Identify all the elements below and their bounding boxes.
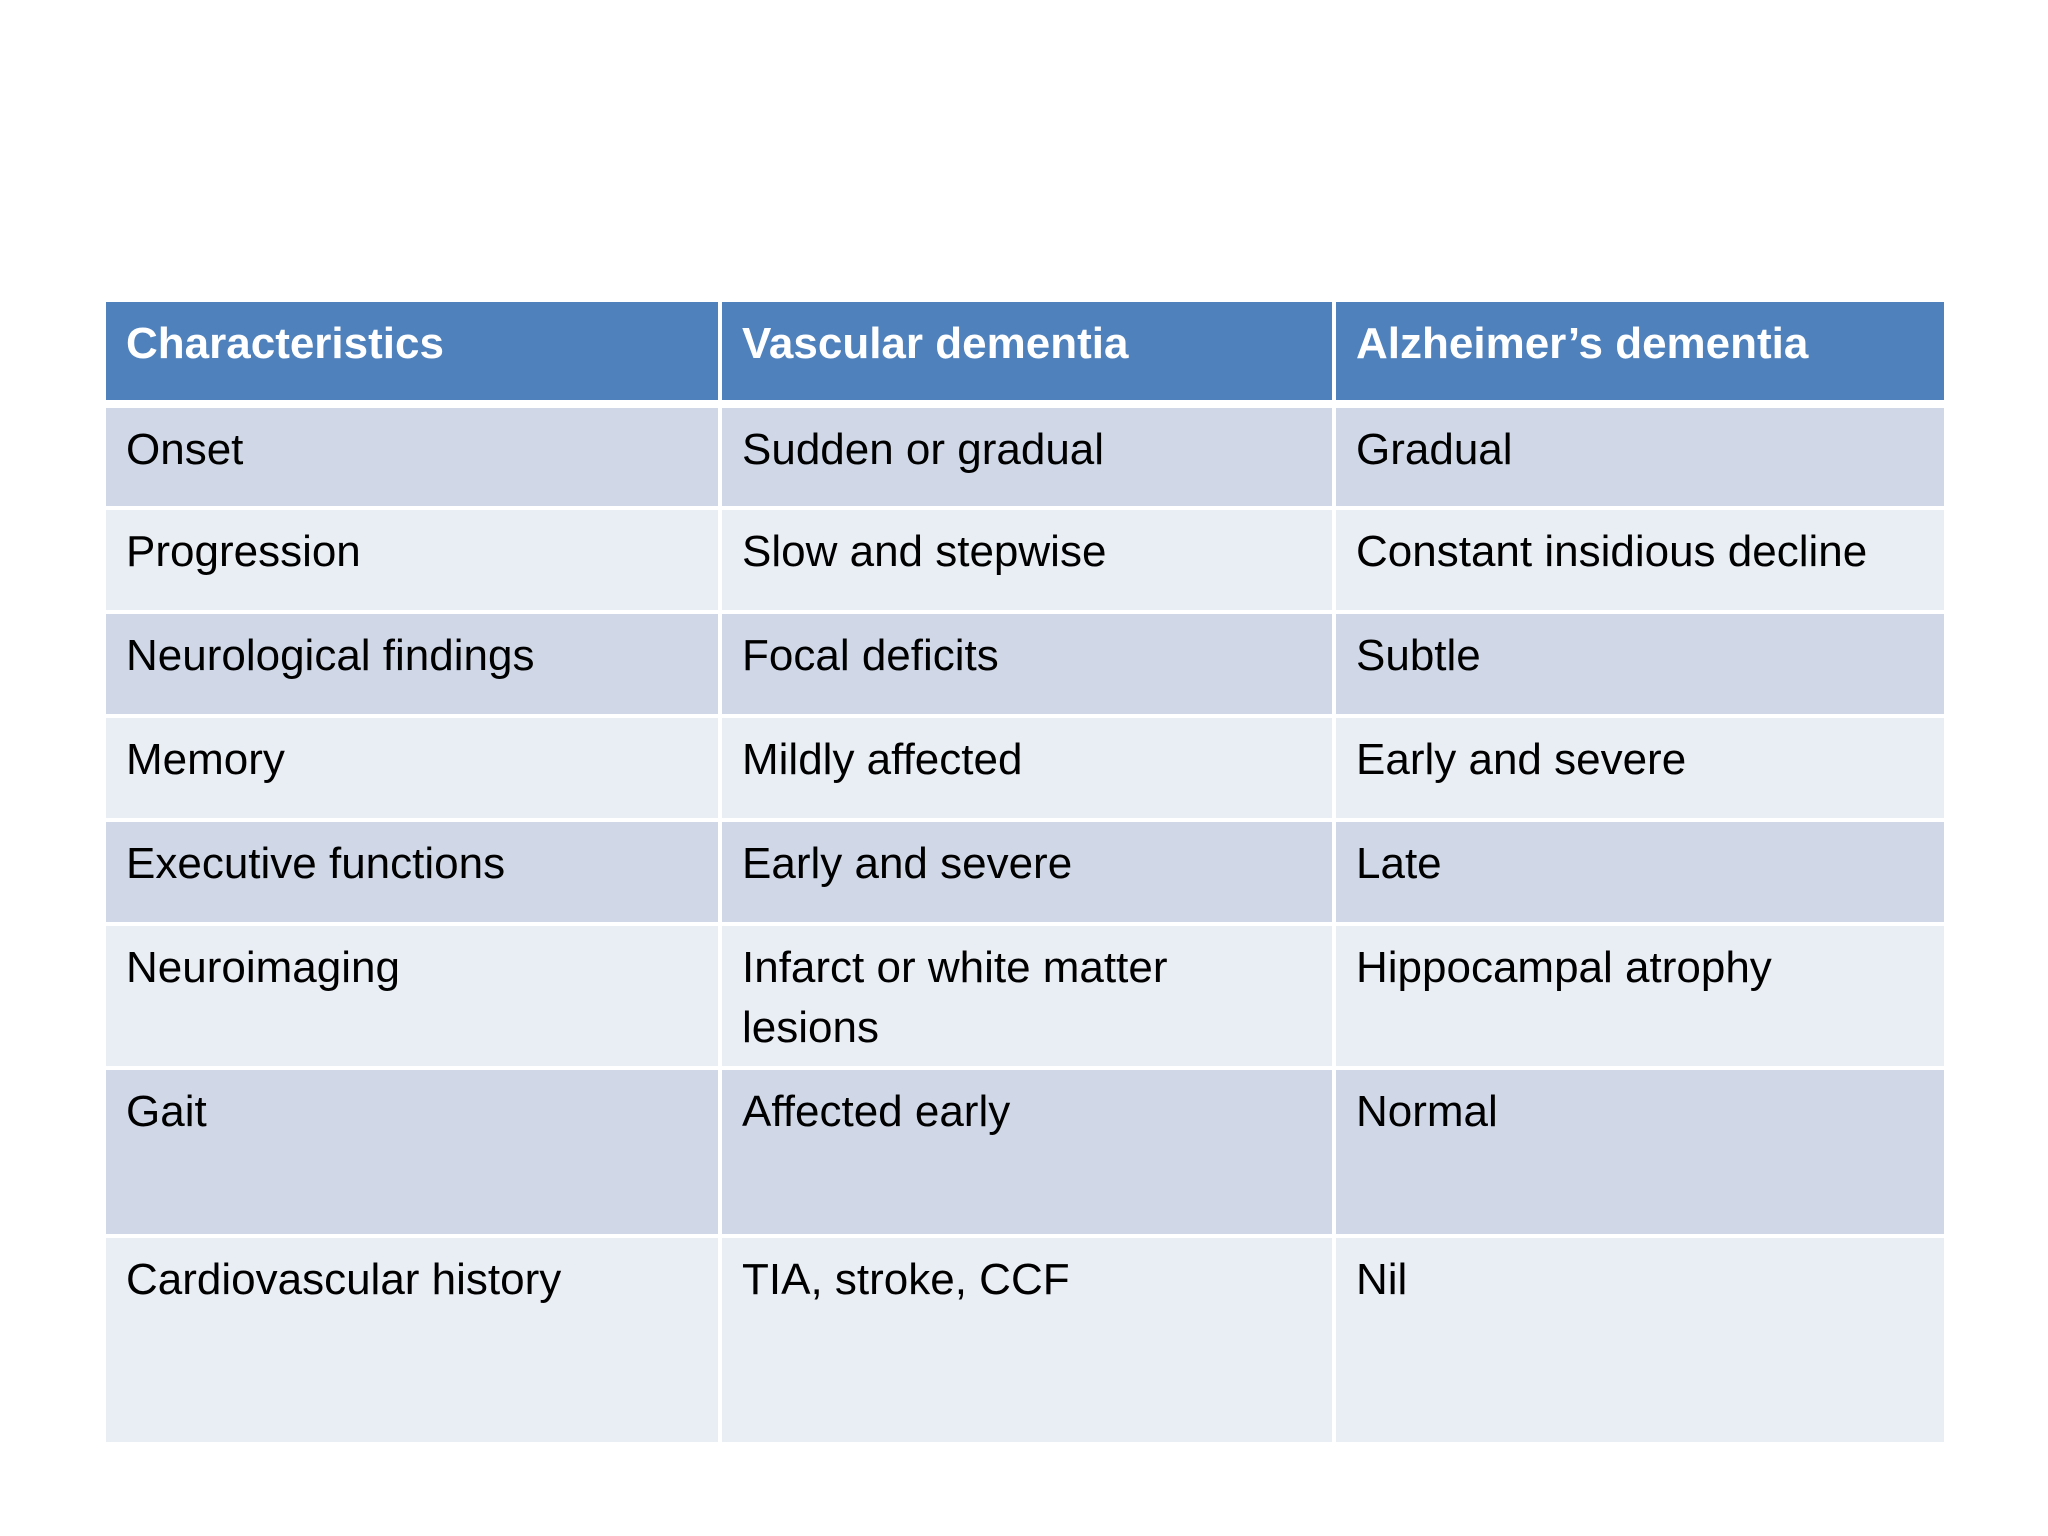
header-vascular-dementia: Vascular dementia xyxy=(720,302,1334,404)
cell-alzheimers: Normal xyxy=(1334,1068,1944,1236)
cell-alzheimers: Nil xyxy=(1334,1236,1944,1444)
cell-alzheimers: Early and severe xyxy=(1334,716,1944,820)
header-alzheimers-dementia: Alzheimer’s dementia xyxy=(1334,302,1944,404)
cell-vascular: Infarct or white matter lesions xyxy=(720,924,1334,1068)
table-row xyxy=(106,508,1944,612)
cell-alzheimers: Subtle xyxy=(1334,612,1944,716)
cell-alzheimers: Hippocampal atrophy xyxy=(1334,924,1944,1068)
cell-vascular: Slow and stepwise xyxy=(720,508,1334,612)
cell-vascular: Affected early xyxy=(720,1068,1334,1236)
cell-characteristic: Neurological findings xyxy=(106,612,720,716)
table-row xyxy=(106,924,1944,1068)
cell-characteristic: Neuroimaging xyxy=(106,924,720,1068)
cell-characteristic: Memory xyxy=(106,716,720,820)
cell-vascular: Focal deficits xyxy=(720,612,1334,716)
cell-vascular: Sudden or gradual xyxy=(720,404,1334,508)
cell-alzheimers: Late xyxy=(1334,820,1944,924)
cell-alzheimers: Gradual xyxy=(1334,404,1944,508)
table-row xyxy=(106,1236,1944,1444)
table-header-row xyxy=(106,302,1944,404)
cell-vascular: Mildly affected xyxy=(720,716,1334,820)
cell-characteristic: Executive functions xyxy=(106,820,720,924)
table-row xyxy=(106,404,1944,508)
comparison-table xyxy=(106,302,1944,1446)
table-row xyxy=(106,612,1944,716)
table-row xyxy=(106,716,1944,820)
cell-characteristic: Cardiovascular history xyxy=(106,1236,720,1444)
header-characteristics: Characteristics xyxy=(106,302,720,404)
cell-characteristic: Onset xyxy=(106,404,720,508)
cell-characteristic: Gait xyxy=(106,1068,720,1236)
cell-alzheimers: Constant insidious decline xyxy=(1334,508,1944,612)
cell-vascular: TIA, stroke, CCF xyxy=(720,1236,1334,1444)
table-row xyxy=(106,820,1944,924)
cell-characteristic: Progression xyxy=(106,508,720,612)
table-row xyxy=(106,1068,1944,1236)
cell-vascular: Early and severe xyxy=(720,820,1334,924)
